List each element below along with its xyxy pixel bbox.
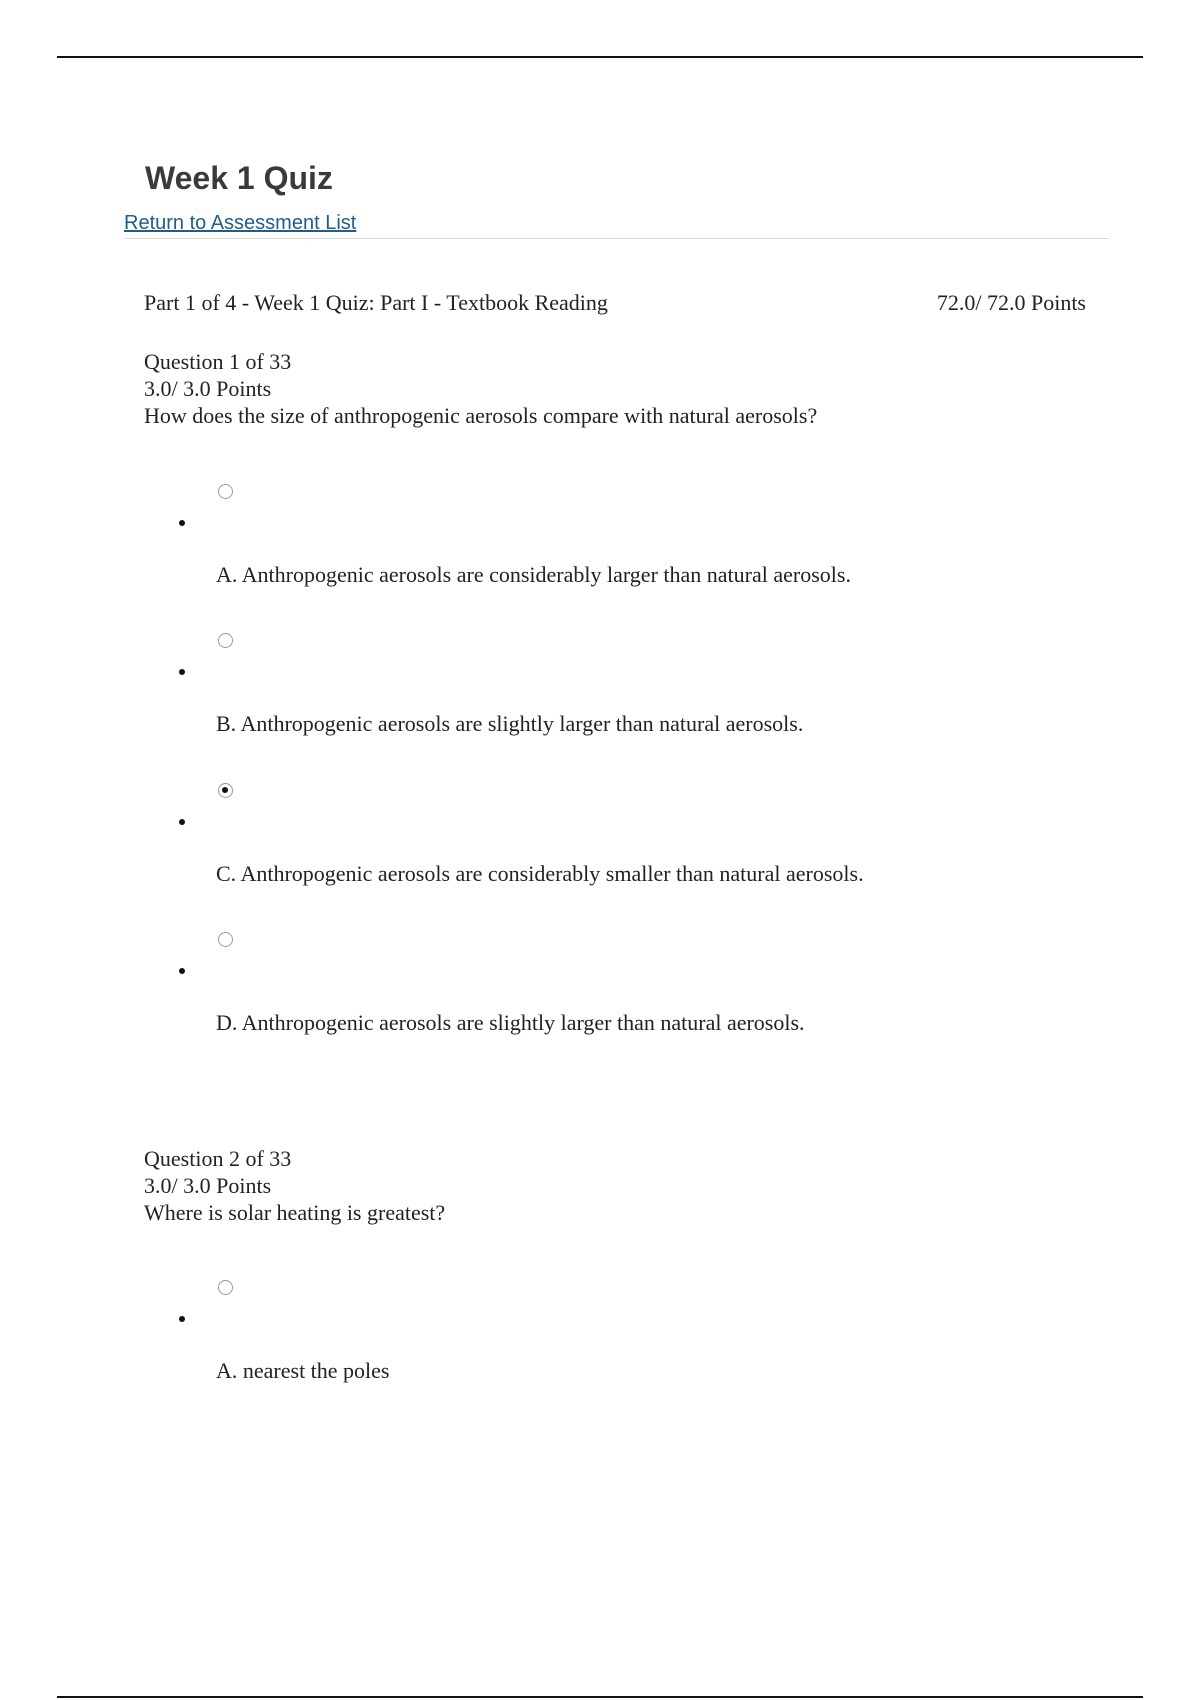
question-points: 3.0/ 3.0 Points bbox=[144, 376, 272, 401]
radio-button[interactable] bbox=[218, 932, 233, 947]
return-to-assessment-list-link[interactable]: Return to Assessment List bbox=[124, 212, 357, 234]
answer-option-q2-a[interactable] bbox=[144, 1280, 1104, 1400]
question-number: Question 1 of 33 bbox=[144, 349, 292, 374]
quiz-title: Week 1 Quiz bbox=[145, 160, 333, 196]
radio-button[interactable] bbox=[218, 633, 233, 648]
option-label: B. Anthropogenic aerosols are slightly larger than natural aerosols. bbox=[216, 711, 804, 736]
part-header bbox=[144, 290, 1086, 316]
answer-option-q1-c[interactable] bbox=[144, 783, 1104, 903]
bullet-icon bbox=[179, 968, 185, 974]
bottom-rule bbox=[57, 1696, 1143, 1698]
bullet-icon bbox=[179, 1316, 185, 1322]
question-1 bbox=[144, 348, 1104, 429]
question-points: 3.0/ 3.0 Points bbox=[144, 1173, 272, 1198]
question-text: Where is solar heating is greatest? bbox=[144, 1200, 446, 1225]
title-divider bbox=[124, 238, 1109, 239]
part-points: 72.0/ 72.0 Points bbox=[936, 290, 1086, 315]
bullet-icon bbox=[179, 819, 185, 825]
option-label: C. Anthropogenic aerosols are considerably smaller than natural aerosols. bbox=[216, 861, 864, 886]
question-number: Question 2 of 33 bbox=[144, 1146, 292, 1171]
question-text: How does the size of anthropogenic aerosols compare with natural aerosols? bbox=[144, 403, 818, 428]
question-2 bbox=[144, 1145, 1104, 1226]
answer-option-q1-b[interactable] bbox=[144, 633, 1104, 753]
radio-button[interactable] bbox=[218, 484, 233, 499]
option-label: A. nearest the poles bbox=[216, 1358, 390, 1383]
option-label: D. Anthropogenic aerosols are slightly larger than natural aerosols. bbox=[216, 1010, 805, 1035]
top-rule bbox=[57, 56, 1143, 58]
part-label: Part 1 of 4 - Week 1 Quiz: Part I - Textbook Reading bbox=[144, 290, 608, 315]
bullet-icon bbox=[179, 520, 185, 526]
radio-button[interactable] bbox=[218, 1280, 233, 1295]
bullet-icon bbox=[179, 669, 185, 675]
radio-button[interactable] bbox=[218, 783, 233, 798]
answer-option-q1-d[interactable] bbox=[144, 932, 1104, 1052]
answer-option-q1-a[interactable] bbox=[144, 484, 1104, 604]
option-label: A. Anthropogenic aerosols are considerably larger than natural aerosols. bbox=[216, 562, 851, 587]
